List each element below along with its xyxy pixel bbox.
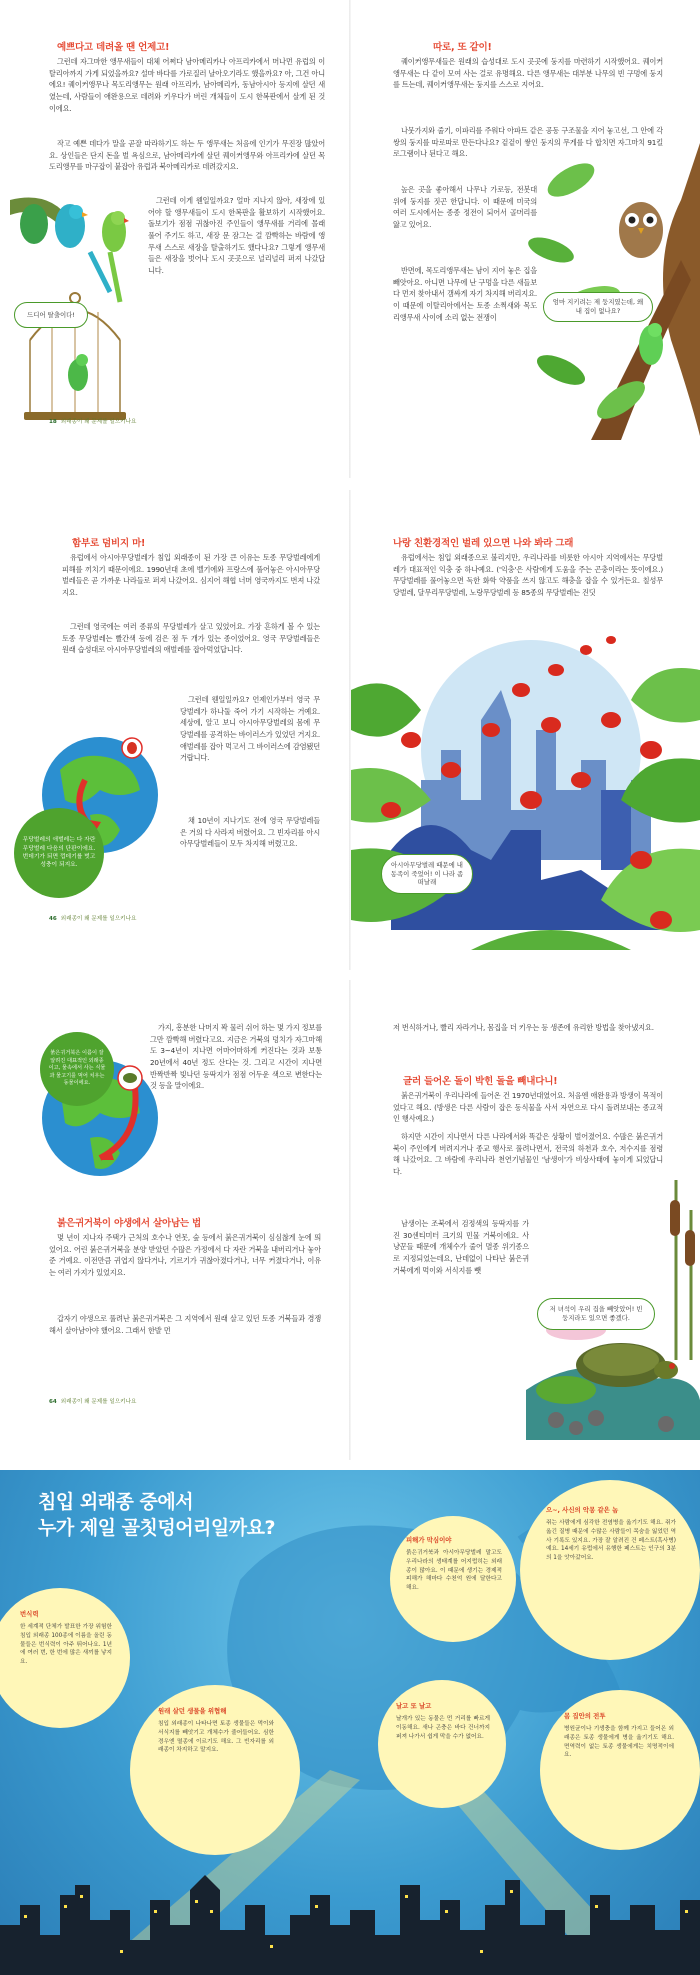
body-text-left-col	[393, 1218, 529, 1369]
infographic-title	[38, 1490, 275, 1541]
running-title: 외래종이 왜 문제를 일으키나요	[60, 1399, 137, 1405]
paragraph: 남생이는 조북에서 검정색의 등딱지를 가진 30센티미터 크기의 민물 거북이에요. 사냥꾼들 때문에 개체수가 줄어 멸종 위기종으로 지정되었는데요, 난데없이 나타난 붉은귀거북에게 먹이와 서식지를 뺏	[393, 1219, 529, 1275]
paragraph: 유럽에서 아시아무당벌레가 침입 외래종이 된 가장 큰 이유는 토종 무당벌레에게 피해를 끼치기 때문이에요. 1990년대 초에 벨기에와 프랑스에 풀어놓은 아시아무당벌레들은 곧 가까운 나라들로 퍼져 나갔어요. 심지어 해협 너머 영국까지도 번져 나갔지요.	[62, 553, 320, 597]
page-number: 64	[49, 1399, 57, 1405]
paragraph: 작고 예쁜 데다가 말을 곧잘 따라하기도 하는 두 앵무새는 처음에 인기가 무진장 많았어요. 상인들은 단지 돈을 벌 욕심으로, 남아메리카에 살던 퀘이커앵무와 아프리카에 살던 목도리앵무를 마구잡이 붙잡아 유럽과 북아메리카로 데려갔지요.	[49, 139, 325, 172]
info-bubble: 무당벌레의 애벌레는 다 자란 무당벌레 다음의 단판이에요. 번데기가 되면 껍데기를 벗고 성충이 되지요.	[14, 808, 104, 898]
speech-bubble: 드디어 탈출이다!	[14, 302, 88, 328]
body-text-right-col	[180, 694, 320, 856]
info-circle	[540, 1690, 700, 1850]
paragraph: 몇 년이 지나자 주택가 근처의 호수나 연못, 숲 등에서 붉은귀거북이 심심찮게 눈에 띄었어요. 어린 붉은귀거북을 분양 받았던 수많은 가정에서 다 자란 거북을 내버리거나 놓아준 거예요. 이전만큼 귀엽지 않다거나, 기르기가 귀찮아졌다거나, 너무 커졌다거나, 이유는 여러 가지가 있었지요.	[49, 1233, 321, 1277]
page-right	[351, 490, 700, 970]
info-bubble: 붉은귀거북은 이름이 잘 알려진 대표적인 외래종이고, 물속에서 사는 식물과 물고기를 먹어 치우는 동물이에요.	[40, 1032, 114, 1106]
paragraph: 붉은귀거북이 우리나라에 들어온 건 1970년대였어요. 처음엔 애완용과 방생이 목적이었다고 해요. (방생은 다른 사람이 잡은 동식물을 사서 자연으로 다시 돌려보내는 종교적인 행사예요.)	[393, 1091, 663, 1124]
info-circle	[130, 1685, 300, 1855]
circle-text: 쥐는 사람에게 심각한 전염병을 옮기기도 해요. 쥐가 옮긴 질병 때문에 수많은 사람들이 목숨을 잃었던 역사 기록도 있지요. 가장 잘 알려진 건 페스트(흑사병)예요. 14세기 유럽에서 유행한 페스트는 인구의 3분의 1을 앗아갔어요.	[546, 1519, 676, 1562]
paragraph: 갑자기 야생으로 풀려난 붉은귀거북은 그 지역에서 원래 살고 있던 토종 거북들과 경쟁해서 살아남아야 했어요. 그래서 한발 먼	[49, 1314, 321, 1335]
paragraph: 그런데 영국에는 여러 종류의 무당벌레가 살고 있었어요. 가장 흔하게 볼 수 있는 토종 무당벌레는 빨간색 등에 검은 점 두 개가 있는 종이었어요. 영국 무당벌레들은 원래 습성대로 아시아무당벌레의 애벌레를 잡아먹었답니다.	[62, 622, 320, 655]
title-line: 누가 제일 골칫덩어리일까요?	[38, 1516, 275, 1539]
paragraph: 가지, 흥분한 나머지 꽉 물러 쉬어 하는 몇 가지 정보를 그만 깜빡해 버렸다고요. 지금은 거북의 덩치가 자그마해도 3~4년이 지나면 어마어마하게 커진다는 것과 보통 20년에서 40년 정도 산다는 것. 그리고 시간이 지나면 반짝반짝 빛나던 등딱지가 점점 어두운 색으로 변한다는 것 등을 말이에요.	[150, 1023, 322, 1091]
paragraph: 높은 곳을 좋아해서 나무나 가로등, 전봇대 위에 둥지를 짓곤 한답니다. 이 때문에 미국의 여러 도시에서는 종종 정전이 되어서 골머리를 앓고 있어요.	[393, 185, 537, 229]
page-left	[0, 0, 350, 478]
info-circle	[520, 1480, 700, 1660]
page-left	[0, 490, 350, 970]
paragraph: 반면에, 목도리앵무새는 남이 지어 놓은 집을 빼앗아요. 아니면 나무에 난 구멍을 다른 새들보다 먼저 찾아내서 갬싸게 자기 차지해 버리지요. 이 때문에 이탈리아에서는 토종 소쩍새와 목도리앵무새 사이에 소리 없는 전쟁이	[393, 266, 537, 322]
page-left	[0, 980, 350, 1460]
page-footer	[49, 418, 136, 427]
infographic-panel	[0, 1470, 700, 1975]
speech-bubble: 저 녀석이 우리 집을 빼앗았어! 빈 둥지라도 있으면 좋겠다.	[537, 1298, 655, 1330]
speech-bubble: 아시아무당벌레 때문에 내 동족이 죽었어! 이 나라 좀 떠날래	[381, 854, 473, 894]
paragraph: 그런데 웬일일까요? 언제인가부터 영국 무당벌레가 하나둘 죽어 가기 시작하는 거예요. 세상에, 알고 보니 아시아무당벌레의 몸에 무당벌레를 공격하는 바이러스가 있었던 거지요. 애벌레를 잡아 먹고서 그 바이러스에 감염됐던 거랍니다.	[180, 695, 320, 763]
page-footer	[49, 1398, 136, 1407]
section-heading: 따로, 또 같이!	[433, 42, 492, 53]
page-right	[351, 0, 700, 478]
title-line: 침입 외래종 중에서	[38, 1491, 194, 1513]
circle-title: 번식력	[20, 1610, 39, 1618]
circle-title: 몸 집안의 전투	[564, 1712, 606, 1720]
page-number: 18	[49, 419, 57, 425]
circle-title: 원래 살던 생물을 위협해	[158, 1707, 227, 1715]
circle-title: 으~, 사신의 악몽 같은 놈	[546, 1506, 619, 1514]
paragraph: 그런데 이게 웬일일까요? 얼마 지나지 않아, 새장에 있어야 할 앵무새들이 도시 한복판을 활보하기 시작했어요. 돌보기가 점점 귀찮아진 주인들이 앵무새를 거리에 몰래 풀어 주기도 하고, 새장 문 잠그는 걸 깜빡하는 바람에 앵무새 스스로 새장을 탈출하기도 했다나요? 그렇게 앵무새들은 새장을 벗어나 도시 곳곳으로 널리널리 퍼져 나갔답니다.	[148, 196, 325, 275]
paragraph: 유럽에서는 침입 외래종으로 불리지만, 우리나라를 비롯한 아시아 지역에서는 무당벌레가 대표적인 익충 중 하나예요. ('익충'은 사람에게 도움을 주는 곤충이라는 뜻이에요.) 무당벌레를 풀어놓으면 독한 화학 약품을 쓰지 않고도 해충을 잡을 수 있거든요. 칠성무당벌레, 달무리무당벌레, 노랑무당벌레 등 85종의 무당벌레는 진딧	[393, 553, 663, 597]
circle-title: 날고 또 날고	[396, 1702, 432, 1710]
spread-parrots	[0, 0, 700, 478]
section-heading: 예쁘다고 데려올 땐 언제고!	[57, 42, 170, 53]
body-text-top	[393, 552, 663, 621]
body-text-right-col	[150, 1022, 322, 1173]
paragraph: 채 10년이 지나기도 전에 영국 무당벌레들은 거의 다 사라져 버렸어요. 그 빈자리를 아시아무당벌레들이 모두 차지해 버렸고요.	[180, 816, 320, 849]
paragraph: 저 번식하거나, 빨리 자라거나, 몸집을 더 키우는 등 생존에 유리한 방법을 찾아냈지요.	[393, 1023, 654, 1032]
body-text-top	[62, 552, 320, 690]
body-text-bottom	[49, 1232, 321, 1354]
owl-tree-illustration	[531, 140, 700, 440]
city-ladybug-illustration	[351, 630, 700, 970]
circle-text: 붉은귀거북과 아시아무당벌레 말고도 우리나라의 생태계를 어지럽히는 외래종이 많아요. 이 때문에 생기는 경제적 피해가 해마다 수천억 원에 달한다고 해요.	[406, 1549, 502, 1592]
paragraph: 퀘이커앵무새들은 원래의 습성대로 도시 곳곳에 둥지를 마련하기 시작했어요. 퀘이커앵무새는 다 같이 모여 사는 걸로 유명해요. 다른 앵무새는 대부분 나무의 빈 구멍에 둥지를 트는데, 퀘이커앵무새는 둥지를 스스로 지어요.	[393, 57, 663, 90]
body-text-mid	[49, 138, 325, 193]
spread-turtles	[0, 980, 700, 1460]
page-number: 46	[49, 916, 57, 922]
circle-text: 침입 외래종이 나타나면 토종 생물들은 먹이와 서식지를 빼앗기고 개체수가 줄어들어요. 심한 경우엔 멸종에 이르기도 해요. 그 빈자리를 외래종이 차지하고 말지요.	[158, 1720, 274, 1754]
body-text-left-col	[393, 184, 537, 416]
body-text-right-col	[148, 195, 325, 396]
section-heading: 함부로 덤비지 마!	[72, 538, 146, 549]
circle-title: 피해가 막심이야	[406, 1536, 452, 1544]
circle-text: 날개가 있는 동물은 먼 거리를 빠르게 이동해요. 새나 곤충은 바다 건너까지 퍼져 나가서 쉽게 막을 수가 없어요.	[396, 1715, 490, 1740]
info-circle	[390, 1516, 516, 1642]
body-text-top	[49, 56, 325, 137]
speech-bubble: 엄마 지키려는 제 둥지였는데, 왜 내 집이 없나요?	[543, 292, 653, 322]
paragraph: 하지만 시간이 지나면서 다른 나라에서와 똑같은 상황이 벌어졌어요. 수많은 붉은귀거북이 주인에게 버려지거나 종교 행사로 풀려나면서, 전국의 하천과 호수, 저수지를 점령해 나갔어요. 그 바람에 우리나라 천연기념물인 '남생이'가 비상사태에 놓이게 되었답니다.	[393, 1132, 663, 1176]
owl-icon	[619, 202, 663, 258]
paragraph: 나뭇가지와 줄기, 이파리를 주워다 아파트 같은 공동 구조물을 지어 놓고선, 그 안에 각 쌍의 둥지를 따로따로 만든다나요? 겉겉이 쌓인 둥지의 무게를 다 합치면 자그마치 91킬로그램이나 된다고 해요.	[393, 126, 663, 159]
running-title: 외래종이 왜 문제를 일으키나요	[60, 419, 137, 425]
spread-ladybugs	[0, 490, 700, 970]
page-footer	[49, 915, 136, 924]
running-title: 외래종이 왜 문제를 일으키나요	[60, 916, 137, 922]
circle-text: 한 세계적 단체가 발표한 가장 위험한 침입 외래종 100종에 이름을 올린 동물들은 번식력이 아주 뛰어나요. 1년에 여러 번, 한 번에 많은 새끼를 낳지요.	[20, 1623, 112, 1666]
section-heading: 글러 들어온 돌이 박힌 돌을 빼내다니!	[403, 1076, 558, 1087]
section-heading: 붉은귀거북이 야생에서 살아남는 법	[57, 1218, 201, 1229]
info-circle	[378, 1680, 506, 1808]
circle-text: 병원균이나 기생충을 함께 가지고 들어온 외래종은 토종 생물에게 병을 옮기기도 해요. 면역력이 없는 토종 생물에게는 치명적이에요.	[564, 1725, 674, 1759]
body-text-top	[393, 1022, 663, 1051]
section-heading: 나랑 친환경적인 벌레 있으면 나와 봐라 그래	[393, 538, 574, 549]
paragraph: 그런데 자그마한 앵무새들이 대체 어쩌다 남아메리카나 아프리카에서 머나먼 유럽의 이탈리아까지 가게 되었을까요? 설마 바다를 가로질러 날아오기라도 했을까요? 아, 그건 아니에요! 퀘이커앵무나 목도리앵무는 원래 아프리카, 남아메리카, 동남아시아 등지에 살던 새였는데, 사람들이 애완용으로 데려와 키우다가 버린 개체들이 도시 한복판에서 살게 된 것이에요.	[49, 57, 325, 113]
page-right	[351, 980, 700, 1460]
city-skyline	[0, 1865, 700, 1975]
